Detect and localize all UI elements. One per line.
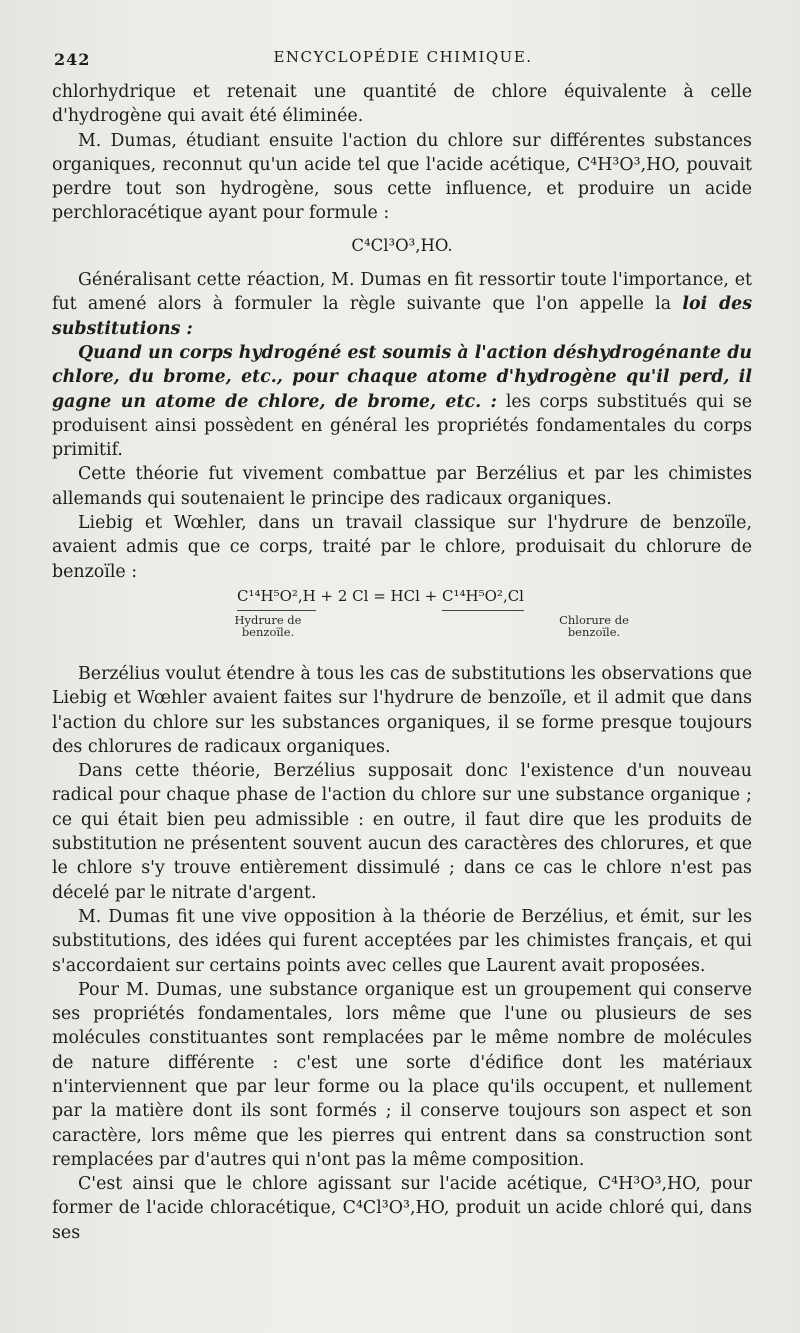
paragraph-8: Dans cette théorie, Berzélius supposait donc l'existence d'un nouveau radical pour chaque phase de l'action du chlore sur une substance organique ; ce qui était bien peu admissible : en outre, il faut dire que les produits de substitution ne présentent souvent aucun des caractères des chlorures, et que le chlore s'y trouve entièrement dissimulé ; dans ce cas le chlore n'est pas décelé par le nitrate d'argent. [52,761,752,903]
paragraph-1: chlorhydrique et retenait une quantité de chlore équivalente à celle d'hydrogène qui avait été éliminée. [52,82,752,127]
equation [237,584,524,611]
formula-perchloracetic: C⁴Cl³O³,HO. [351,235,453,255]
page-header [54,48,752,76]
paragraph-11: C'est ainsi que le chlore agissant sur l'acide acétique, C⁴H³O³,HO, pour former de l'acide chloracétique, C⁴Cl³O³,HO, produit un acide chloré qui, dans ses [52,1174,752,1243]
running-title: ENCYCLOPÉDIE CHIMIQUE. [273,48,533,66]
equation-left-term: C¹⁴H⁵O²,H [237,584,316,611]
paragraph-9: M. Dumas fit une vive opposition à la théorie de Berzélius, et émit, sur les substitutions, des idées qui furent acceptées par les chimistes français, et qui s'accordaient sur certains points avec celles que Laurent avait proposées. [52,906,752,976]
law-title: loi des substitutions : [52,294,752,339]
equation-block [52,584,752,654]
paragraph-5: Cette théorie fut vivement combattue par Berzélius et par les chimistes allemands qui soutenaient le principe des radicaux organiques. [52,464,752,509]
paragraph-3 [52,268,752,341]
paragraph-7: Berzélius voulut étendre à tous les cas de substitutions les observations que Liebig et Wœhler avaient faites sur l'hydrure de benzoïle, et il admit que dans l'action du chlore sur les substances organiques, il se forme presque toujours des chlorures de radicaux organiques. [52,663,752,757]
paragraph-4-text: les corps substitués qui se produisent ainsi possèdent en général les propriétés fondamentales du corps primitif. [52,391,752,461]
page-body [52,80,752,1245]
equation-middle: + 2 Cl = HCl + [315,586,443,605]
paragraph-3-text: Généralisant cette réaction, M. Dumas en fit ressortir toute l'importance, et fut amené alors à formuler la règle suivante que l'on appelle la [52,270,752,315]
equation-right-term: C¹⁴H⁵O²,Cl [442,584,524,611]
page-number: 242 [54,50,91,69]
paragraph-4 [52,341,752,462]
caption-hydrure: Hydrure de benzoïle. [234,612,302,639]
paragraph-6: Liebig et Wœhler, dans un travail classique sur l'hydrure de benzoïle, avaient admis que ce corps, traité par le chlore, produisait du chlorure de benzoïle : [52,513,752,582]
paragraph-10: Pour M. Dumas, une substance organique est un groupement qui conserve ses propriétés fondamentales, lors même que l'une ou plusieurs de ses molécules constituantes sont remplacées par le même nombre de molécules de nature différente : c'est une sorte d'édifice dont les matériaux n'interviennent que par leur forme ou la place qu'ils occupent, et nullement par la matière dont ils sont formés ; il conserve toujours son aspect et son caractère, lors même que les pierres qui entrent dans sa construction sont remplacées par d'autres qui n'ont pas la même composition. [52,979,752,1170]
caption-chlorure: Chlorure de benzoïle. [559,612,629,639]
paragraph-2: M. Dumas, étudiant ensuite l'action du chlore sur différentes substances organiques, reconnut qu'un acide tel que l'acide acétique, C⁴H³O³,HO, pouvait perdre tout son hydrogène, sous cette influence, et produire un acide perchloracétique ayant pour formule : [52,130,752,224]
law-statement: Quand un corps hydrogéné est soumis à l'action déshydrogénante du chlore, du brome, etc., pour chaque atome d'hydrogène qu'il perd, il gagne un atome de chlore, de brome, etc. : [52,342,752,412]
